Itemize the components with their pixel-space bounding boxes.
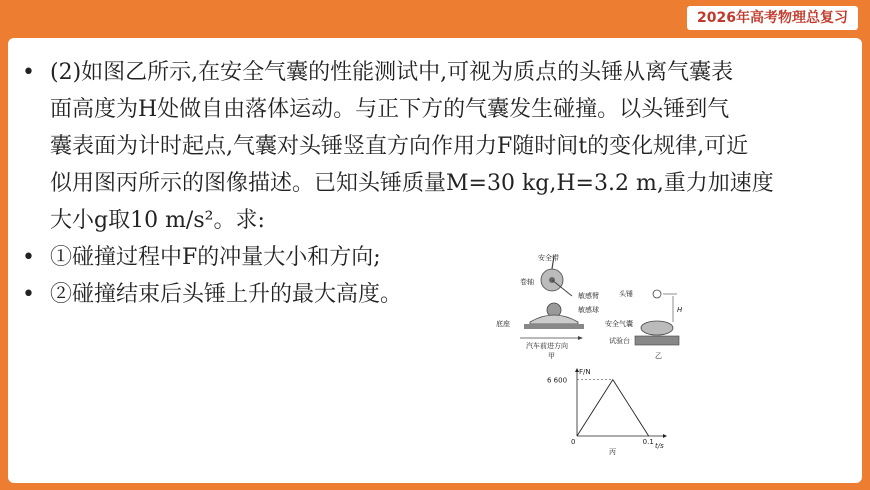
question-1 bbox=[22, 239, 470, 276]
bullet-icon: • bbox=[22, 245, 35, 270]
label-sensor-arm: 敏感臂 bbox=[578, 292, 599, 300]
base-cradle bbox=[530, 315, 578, 324]
caption-bing: 丙 bbox=[609, 448, 616, 456]
label-seatbelt: 安全带 bbox=[538, 254, 559, 262]
base-plate bbox=[524, 324, 584, 329]
label-base: 底座 bbox=[496, 320, 510, 328]
caption-jia: 甲 bbox=[548, 352, 555, 360]
x-tick-label: 0.1 bbox=[642, 438, 654, 446]
problem-line-5: 大小g取10 m/s²。求: bbox=[50, 208, 265, 233]
problem-line-4: 似用图丙所示的图像描述。已知头锤质量M=30 kg,H=3.2 m,重力加速度 bbox=[50, 171, 774, 196]
problem-line-2: 面高度为H处做自由落体运动。与正下方的气囊发生碰撞。以头锤到气 bbox=[50, 97, 730, 122]
question-2 bbox=[22, 276, 470, 313]
bullet-icon: • bbox=[22, 60, 35, 85]
figure-jia bbox=[492, 250, 612, 362]
x-tick-origin: 0 bbox=[571, 438, 576, 446]
label-platform: 试验台 bbox=[609, 337, 630, 345]
problem-statement bbox=[22, 54, 842, 239]
course-badge: 2026年高考物理总复习 bbox=[687, 6, 858, 30]
figure-bing-chart bbox=[545, 368, 670, 456]
bullet-icon: • bbox=[22, 282, 35, 307]
question-1-text: ①碰撞过程中F的冲量大小和方向; bbox=[50, 245, 381, 270]
label-head: 头锤 bbox=[619, 290, 633, 298]
label-sensor-ball: 敏感球 bbox=[578, 306, 599, 314]
x-axis-arrowhead bbox=[663, 434, 667, 438]
x-axis-label: t/s bbox=[655, 442, 664, 450]
problem-line-1: (2)如图乙所示,在安全气囊的性能测试中,可视为质点的头锤从离气囊表 bbox=[50, 60, 734, 85]
label-reel: 卷轴 bbox=[520, 278, 534, 286]
question-2-text: ②碰撞结束后头锤上升的最大高度。 bbox=[50, 282, 403, 307]
force-series-line bbox=[577, 380, 649, 436]
head-hammer bbox=[653, 290, 661, 298]
caption-yi: 乙 bbox=[655, 352, 662, 360]
figure-yi bbox=[605, 280, 700, 362]
label-direction: 汽车前进方向 bbox=[526, 342, 568, 350]
airbag bbox=[641, 321, 673, 335]
problem-text bbox=[22, 54, 842, 313]
problem-line-3: 囊表面为计时起点,气囊对头锤竖直方向作用力F随时间t的变化规律,可近 bbox=[50, 134, 749, 159]
test-platform bbox=[635, 336, 679, 345]
y-tick-label: 6 600 bbox=[547, 376, 568, 385]
label-airbag: 安全气囊 bbox=[605, 320, 633, 328]
arrowhead bbox=[578, 336, 583, 340]
label-height: H bbox=[677, 306, 683, 314]
y-axis-label: F/N bbox=[579, 368, 591, 376]
